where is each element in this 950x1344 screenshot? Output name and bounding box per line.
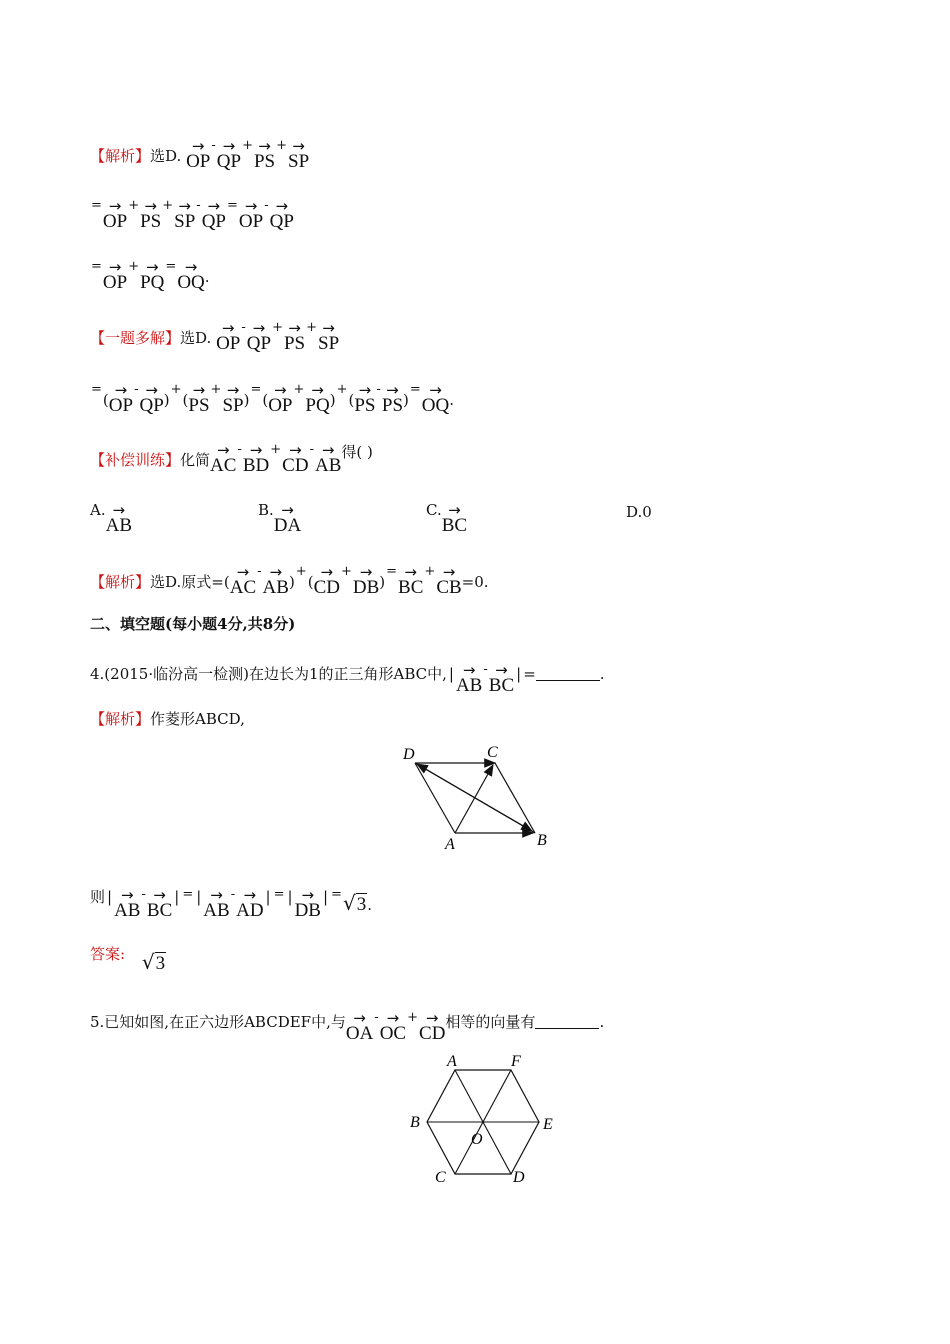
vector-ab: → AB xyxy=(262,563,289,598)
vector-ps: → PS xyxy=(253,137,276,172)
option-d: D.0 xyxy=(626,503,652,521)
vector-bc: → BC xyxy=(398,563,424,598)
hexagon-label-b: B xyxy=(410,1114,420,1131)
question-4-result: 则 | → AB- → BC| = | → AB- → AD| = | → DB| =√3. xyxy=(90,886,372,921)
vector-cd: → CD xyxy=(313,563,340,598)
vector-cd: → CD xyxy=(282,441,309,476)
vector-qp: → QP xyxy=(269,197,294,232)
vector-cb: → CB xyxy=(436,563,462,598)
hexagon-label-c: C xyxy=(435,1169,446,1186)
vector-oc: → OC xyxy=(379,1009,407,1044)
hexagon-figure xyxy=(405,1052,565,1187)
vector-qp: → QP xyxy=(216,137,242,172)
analysis-line-1: 【解析】选D. → OP- → QP+ → PS+ → SP xyxy=(90,137,310,172)
vector-op: → OP xyxy=(186,137,211,172)
sqrt-3: √3 xyxy=(342,891,367,915)
question-4-text: 4.(2015·临汾高一检测)在边长为1的正三角形ABC中, xyxy=(90,665,447,683)
hexagon-label-o: O xyxy=(471,1131,483,1148)
vector-bc: → BC xyxy=(146,886,173,921)
vector-ps: → PS xyxy=(188,381,210,416)
vector-qp: → QP xyxy=(246,319,272,354)
rhombus-label-b: B xyxy=(537,832,547,849)
vector-oq: → OQ xyxy=(177,258,205,293)
vector-sp: → SP xyxy=(174,197,196,232)
compensation-analysis-line: 【解析】选D.原式=( → AC- → AB)+( → CD+ → DB)= → BC+ → CB=0. xyxy=(90,563,489,598)
rhombus-label-a: A xyxy=(445,836,455,853)
answer-label: 答案: xyxy=(90,945,126,963)
vector-ab: → AB xyxy=(114,886,141,921)
hexagon-label-d: D xyxy=(513,1169,525,1186)
question-5-text: 5.已知如图,在正六边形ABCDEF中,与 xyxy=(90,1013,346,1031)
answer-blank xyxy=(535,1014,599,1029)
vector-oa: → OA xyxy=(345,1009,374,1044)
vector-ab: → AB xyxy=(455,661,483,696)
section-title: 二、填空题(每小题4分,共8分) xyxy=(90,615,296,633)
vector-op: → OP xyxy=(268,381,293,416)
vector-bd: → BD xyxy=(242,441,270,476)
multi-solution-label: 【一题多解】 xyxy=(90,329,181,347)
vector-ac: → AC xyxy=(229,563,257,598)
analysis-label: 【解析】 xyxy=(90,147,151,165)
analysis-line-3: = → OP+ → PQ= → OQ. xyxy=(91,258,210,293)
vector-ac: → AC xyxy=(210,441,237,476)
vector-ab: → AB xyxy=(203,886,230,921)
vector-qp: → QP xyxy=(139,381,164,416)
vector-pq: → PQ xyxy=(140,258,165,293)
option-c: C. → BC xyxy=(426,501,468,536)
vector-op: → OP xyxy=(102,258,128,293)
question-5: 5.已知如图,在正六边形ABCDEF中,与 → OA- → OC+ → CD相等的向量有 . xyxy=(90,1009,605,1044)
vector-sp: → SP xyxy=(288,137,310,172)
vector-bc: → BC xyxy=(488,661,515,696)
vector-db: → DB xyxy=(352,563,380,598)
vector-qp: → QP xyxy=(201,197,226,232)
vector-op: → OP xyxy=(238,197,264,232)
vector-pq: → PQ xyxy=(305,381,330,416)
rhombus-label-c: C xyxy=(487,744,498,761)
answer-line xyxy=(90,942,166,974)
options-line xyxy=(90,500,850,534)
vector-db: → DB xyxy=(294,886,321,921)
vector-sp: → SP xyxy=(318,319,340,354)
option-a: A. → AB xyxy=(90,501,133,536)
vector-ps: → PS xyxy=(381,381,404,416)
hexagon-label-a: A xyxy=(447,1053,457,1070)
analysis-line-2: = → OP+ → PS+ → SP- → QP= → OP- → QP xyxy=(91,197,294,232)
vector-ps: → PS xyxy=(283,319,306,354)
rhombus-label-d: D xyxy=(403,746,415,763)
vector-ab: → AB xyxy=(314,441,342,476)
vector-oq: → OQ xyxy=(421,381,450,416)
choose-d-text: 选D. xyxy=(150,147,182,165)
vector-op: → OP xyxy=(216,319,241,354)
multi-solution-line-2: =( → OP- → QP)+( → PS+ → SP)=( → OP+ → PQ)+( → PS- → PS)= → OQ. xyxy=(91,381,455,416)
hexagon-label-f: F xyxy=(511,1053,521,1070)
vector-ps: → PS xyxy=(354,381,376,416)
vector-sp: → SP xyxy=(222,381,244,416)
vector-op: → OP xyxy=(102,197,128,232)
compensation-label: 【补偿训练】 xyxy=(90,451,181,469)
vector-cd: → CD xyxy=(419,1009,446,1044)
multi-solution-line-1: 【一题多解】选D. → OP- → QP+ → PS+ → SP xyxy=(90,319,340,354)
vector-ad: → AD xyxy=(236,886,264,921)
hexagon-label-e: E xyxy=(543,1116,553,1133)
answer-blank xyxy=(536,666,600,681)
vector-op: → OP xyxy=(108,381,134,416)
sqrt-3-answer: √3 xyxy=(141,950,166,974)
option-b: B. → DA xyxy=(258,501,302,536)
rhombus-figure xyxy=(395,735,565,860)
question-4: 4.(2015·临汾高一检测)在边长为1的正三角形ABC中, | → AB- → BC| = . xyxy=(90,661,605,696)
compensation-line: 【补偿训练】化简 → AC- → BD+ → CD- → AB得( ) xyxy=(90,441,373,476)
vector-ps: → PS xyxy=(140,197,162,232)
question-4-analysis: 【解析】作菱形ABCD, xyxy=(90,710,245,728)
